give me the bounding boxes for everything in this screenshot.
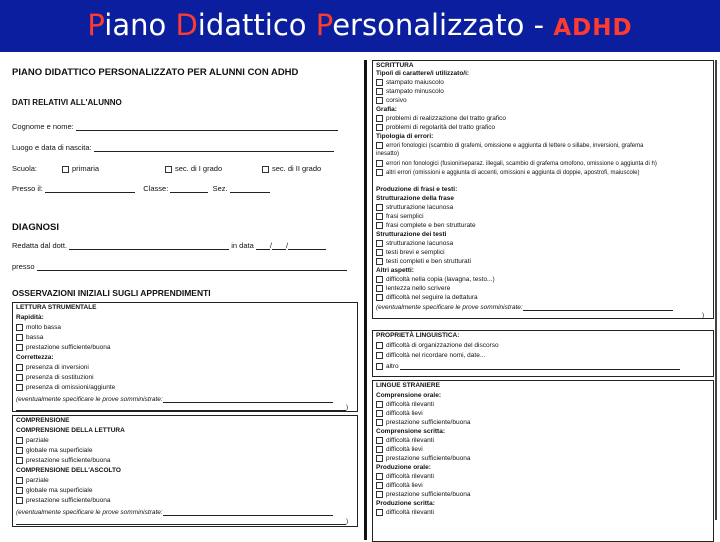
date-year-field[interactable] (288, 242, 326, 250)
checkbox-icon (376, 491, 383, 498)
comprehension-note-field[interactable] (163, 508, 333, 516)
reading-note-field-2[interactable] (16, 403, 346, 411)
checkbox-icon (376, 401, 383, 408)
checkbox-icon (16, 477, 23, 484)
birth-field[interactable] (94, 144, 334, 152)
error-option-nonphonological[interactable]: errori non fonologici (fusioni/separaz. illegali, scambio di grafema omofono, omissione o aggiunta di h) (376, 160, 657, 167)
date-month-field[interactable] (272, 242, 286, 250)
written-comp-option-relevant[interactable]: difficoltà rilevanti (376, 437, 434, 444)
name-label: Cognome e nome: (12, 122, 74, 131)
checkbox-icon (376, 115, 383, 122)
reading-comprehension-title: COMPRENSIONE DELLA LETTURA (16, 427, 125, 434)
sentence-option-simple[interactable]: frasi semplici (376, 213, 424, 220)
text-option-lacking[interactable]: strutturazione lacunosa (376, 240, 453, 247)
listen-comp-option-partial[interactable]: parziale (16, 477, 49, 484)
oral-prod-option-mild[interactable]: difficoltà lievi (376, 482, 423, 489)
linguistic-title: PROPRIETÀ LINGUISTICA: (376, 332, 460, 339)
reading-comp-option-partial[interactable]: parziale (16, 437, 49, 444)
diagnosis-heading: DIAGNOSI (12, 222, 59, 233)
correctness-option-inversions[interactable]: presenza di inversioni (16, 364, 89, 371)
checkbox-icon (16, 334, 23, 341)
foreign-languages-title: LINGUE STRANIERE (376, 382, 440, 389)
linguistic-box (372, 330, 714, 377)
speed-option-very-low[interactable]: molto bassa (16, 324, 61, 331)
checkbox-icon (376, 473, 383, 480)
checkbox-icon (376, 363, 383, 370)
other-option-copy[interactable]: difficoltà nella copia (lavagna, testo...) (376, 276, 495, 283)
written-comp-option-sufficient[interactable]: prestazione sufficiente/buona (376, 455, 470, 462)
oral-comp-option-mild[interactable]: difficoltà lievi (376, 410, 423, 417)
oral-production-label: Produzione orale: (376, 464, 431, 471)
oral-comprehension-label: Comprensione orale: (376, 392, 442, 399)
doctor-row: Redatta dal dott. in data / / (12, 241, 326, 250)
writing-note: (eventualmente specificare le prove somministrate: (376, 303, 673, 311)
title-word-personalizzato: ersonalizzato - (332, 8, 554, 42)
speed-label: Rapidità: (16, 314, 44, 321)
linguistic-other-field[interactable] (400, 362, 680, 370)
checkbox-icon (376, 249, 383, 256)
checkbox-icon (16, 384, 23, 391)
correctness-label: Correttezza: (16, 354, 54, 361)
reading-note-field[interactable] (163, 395, 333, 403)
checkbox-icon (376, 294, 383, 301)
checkbox-icon (165, 166, 172, 173)
correctness-option-omissions[interactable]: presenza di omissioni/aggiunte (16, 384, 115, 391)
title-initial-d: D (175, 8, 198, 42)
checkbox-icon (16, 497, 23, 504)
reading-title: LETTURA STRUMENTALE (16, 304, 97, 311)
checkbox-icon (376, 222, 383, 229)
reading-note: (eventualmente specificare le prove somministrate: (16, 395, 333, 403)
title-tag-adhd: ADHD (553, 15, 633, 41)
text-option-complete[interactable]: testi completi e ben strutturati (376, 258, 471, 265)
linguistic-option-organization[interactable]: difficoltà di organizzazione del discorso (376, 342, 499, 349)
checkbox-icon (376, 258, 383, 265)
speed-option-low[interactable]: bassa (16, 334, 43, 341)
error-phonological-continued: inesatto) (376, 151, 400, 157)
oral-comp-option-relevant[interactable]: difficoltà rilevanti (376, 401, 434, 408)
listening-comprehension-title: COMPRENSIONE DELL'ASCOLTO (16, 467, 121, 474)
school-label: Scuola: (12, 164, 38, 173)
date-day-field[interactable] (256, 242, 270, 250)
class-label: Classe: (143, 184, 169, 193)
name-row (12, 122, 338, 131)
checkbox-icon (16, 374, 23, 381)
title-banner (0, 0, 720, 52)
at-label: presso (12, 262, 35, 271)
attending-label: Presso il: (12, 184, 43, 193)
linguistic-option-names[interactable]: difficoltà nel ricordare nomi, date... (376, 352, 485, 359)
text-structure-label: Strutturazione dei testi (376, 231, 447, 238)
observations-heading: OSSERVAZIONI INIZIALI SUGLI APPRENDIMENTI (12, 288, 211, 298)
checkbox-icon (16, 437, 23, 444)
page-divider (364, 60, 367, 540)
written-comprehension-label: Comprensione scritta: (376, 428, 445, 435)
checkbox-icon (376, 213, 383, 220)
reading-comp-option-sufficient[interactable]: prestazione sufficiente/buona (16, 457, 110, 464)
right-document-page (370, 60, 718, 540)
comprehension-note-field-2[interactable] (16, 517, 346, 525)
checkbox-icon (376, 482, 383, 489)
writing-box (372, 60, 714, 319)
other-aspects-label: Altri aspetti: (376, 267, 414, 274)
writing-note-field-2[interactable] (376, 311, 702, 319)
correctness-option-substitutions[interactable]: presenza di sostituzioni (16, 374, 94, 381)
error-types-label: Tipologia di errori: (376, 133, 434, 140)
listen-comp-option-global[interactable]: globale ma superficiale (16, 487, 92, 494)
comprehension-note-line-2: ) (16, 517, 348, 525)
text-option-short[interactable]: testi brevi e semplici (376, 249, 445, 256)
production-label: Produzione di frasi e testi: (376, 186, 458, 193)
checkbox-icon (376, 352, 383, 359)
document-title: PIANO DIDATTICO PERSONALIZZATO PER ALUNNI CON ADHD (12, 67, 299, 78)
checkbox-icon (376, 285, 383, 292)
section-label: Sez. (212, 184, 228, 193)
school-option-primary[interactable]: primaria (62, 164, 99, 173)
reading-comp-option-global[interactable]: globale ma superficiale (16, 447, 92, 454)
class-field[interactable] (170, 185, 208, 193)
name-field[interactable] (76, 123, 338, 131)
checkbox-icon (16, 364, 23, 371)
checkbox-icon (376, 419, 383, 426)
checkbox-icon (376, 342, 383, 349)
reading-box (12, 302, 358, 412)
written-production-label: Produzione scritta: (376, 500, 435, 507)
sentence-option-lacking[interactable]: strutturazione lacunosa (376, 204, 453, 211)
char-option-cursive[interactable]: corsivo (376, 97, 407, 104)
student-data-heading: DATI RELATIVI ALL'ALUNNO (12, 98, 122, 107)
at-row (12, 262, 347, 271)
checkbox-icon (16, 447, 23, 454)
checkbox-icon (376, 509, 383, 516)
date-label: in data (231, 241, 254, 250)
slide-title (0, 0, 720, 52)
checkbox-icon (376, 240, 383, 247)
section-field[interactable] (230, 185, 270, 193)
checkbox-icon (376, 160, 383, 167)
checkbox-icon (376, 204, 383, 211)
checkbox-icon (16, 324, 23, 331)
char-type-label: Tipo/i di carattere/i utilizzato/i: (376, 70, 470, 77)
checkbox-icon (16, 457, 23, 464)
written-prod-option-relevant[interactable]: difficoltà rilevanti (376, 509, 434, 516)
writing-note-line-2: ) (376, 311, 704, 319)
comprehension-title: COMPRENSIONE (16, 417, 70, 424)
error-option-phonological[interactable]: errori fonologici (scambio di grafemi, omissione e aggiunta di lettere o sillabe, inversioni, grafema (376, 142, 643, 149)
oral-prod-option-relevant[interactable]: difficoltà rilevanti (376, 473, 434, 480)
checkbox-icon (16, 487, 23, 494)
left-document-page (0, 60, 364, 540)
checkbox-icon (376, 410, 383, 417)
checkbox-icon (16, 344, 23, 351)
school-row (12, 164, 37, 173)
checkbox-icon (376, 276, 383, 283)
checkbox-icon (376, 79, 383, 86)
sentence-option-complete[interactable]: frasi complete e ben strutturate (376, 222, 476, 229)
writing-title: SCRITTURA (376, 62, 414, 69)
checkbox-icon (376, 142, 383, 149)
handwriting-label: Grafia: (376, 106, 397, 113)
title-word-piano: iano (104, 8, 176, 42)
checkbox-icon (376, 437, 383, 444)
title-initial-p2: P (315, 8, 333, 42)
checkbox-icon (376, 124, 383, 131)
checkbox-icon (62, 166, 69, 173)
checkbox-icon (376, 88, 383, 95)
birth-label: Luogo e data di nascita: (12, 143, 92, 152)
speed-option-sufficient[interactable]: prestazione sufficiente/buona (16, 344, 110, 351)
doctor-label: Redatta dal dott. (12, 241, 68, 250)
foreign-languages-box (372, 380, 714, 542)
doctor-field[interactable] (69, 242, 229, 250)
written-comp-option-mild[interactable]: difficoltà lievi (376, 446, 423, 453)
comprehension-box (12, 415, 358, 527)
at-field[interactable] (37, 263, 347, 271)
char-option-upper[interactable]: stampato maiuscolo (376, 79, 444, 86)
checkbox-icon (376, 446, 383, 453)
title-word-didattico: idattico (197, 8, 316, 42)
checkbox-icon (376, 455, 383, 462)
checkbox-icon (376, 97, 383, 104)
checkbox-icon (262, 166, 269, 173)
writing-note-field[interactable] (523, 303, 673, 311)
reading-note-line-2: ) (16, 403, 348, 411)
school-option-high[interactable]: sec. di II grado (262, 164, 321, 173)
linguistic-option-other[interactable]: altro (376, 362, 680, 370)
school-option-middle[interactable]: sec. di I grado (165, 164, 222, 173)
oral-comp-option-sufficient[interactable]: prestazione sufficiente/buona (376, 419, 470, 426)
other-option-dictation[interactable]: difficoltà nel seguire la dettatura (376, 294, 478, 301)
comprehension-note: (eventualmente specificare le prove somministrate: (16, 508, 333, 516)
checkbox-icon (376, 169, 383, 176)
oral-prod-option-sufficient[interactable]: prestazione sufficiente/buona (376, 491, 470, 498)
title-initial-p: P (87, 8, 105, 42)
char-option-lower[interactable]: stampato minuscolo (376, 88, 444, 95)
handwriting-option-realization[interactable]: problemi di realizzazione del tratto grafico (376, 115, 506, 122)
listen-comp-option-sufficient[interactable]: prestazione sufficiente/buona (16, 497, 110, 504)
page-edge (715, 60, 717, 520)
other-option-slowness[interactable]: lentezza nello scrivere (376, 285, 450, 292)
birth-row (12, 143, 334, 152)
sentence-structure-label: Strutturazione della frase (376, 195, 455, 202)
error-option-other[interactable]: altri errori (omissioni e aggiunta di accenti, omissioni e aggiunta di doppie, apostrofi, maiuscole) (376, 169, 639, 176)
attending-field[interactable] (45, 185, 135, 193)
class-row (12, 184, 270, 193)
handwriting-option-regularity[interactable]: problemi di regolarità del tratto grafico (376, 124, 495, 131)
